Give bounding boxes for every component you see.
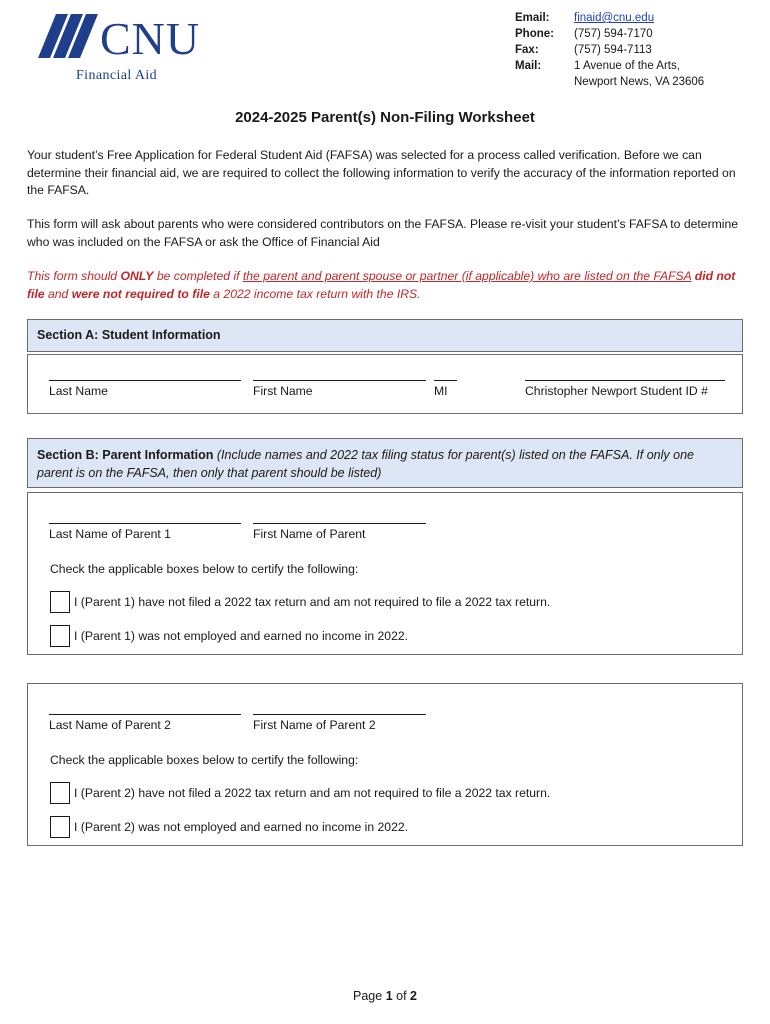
intro-paragraph-1: Your student’s Free Application for Federal Student Aid (FAFSA) was selected for a process called verification. Before we can determine their financial aid, we are required to collect the following information to verify the accuracy of the information reported on the FAFSA.: [27, 148, 736, 197]
cert-text: I (Parent 2) have not filed a 2022 tax return and am not required to file a 2022 tax return.: [74, 786, 551, 800]
field-label: Last Name of Parent 1: [49, 527, 171, 541]
logo-subtitle: Financial Aid: [76, 68, 158, 83]
parent2-no-return-checkbox[interactable]: [50, 782, 70, 804]
section-a-header: [27, 319, 743, 352]
parent2-no-income-checkbox[interactable]: [50, 816, 70, 838]
parent1-no-return-checkbox[interactable]: [50, 591, 70, 613]
field-label: First Name of Parent 2: [253, 718, 376, 732]
student-mi-field[interactable]: [434, 367, 457, 398]
student-mi-input[interactable]: [434, 367, 457, 381]
contact-email: [515, 10, 704, 26]
cert-text: I (Parent 1) have not filed a 2022 tax return and am not required to file a 2022 tax return.: [74, 595, 551, 609]
student-last-name-field[interactable]: [49, 367, 241, 398]
field-label: Last Name of Parent 2: [49, 718, 171, 732]
student-id-field[interactable]: [525, 367, 725, 398]
logo-wordmark: CNU: [100, 13, 201, 64]
warning-text: and: [44, 286, 72, 301]
section-b-heading: Section B: Parent Information: [37, 448, 214, 462]
field-label: First Name: [253, 384, 313, 398]
contact-label: Phone:: [515, 28, 554, 40]
email-link[interactable]: finaid@cnu.edu: [574, 12, 655, 24]
page-word: Page: [353, 989, 386, 1003]
contact-label: [515, 74, 574, 90]
parent2-instructions: Check the applicable boxes below to certify the following:: [50, 753, 359, 767]
contact-block: [515, 10, 704, 90]
parent-2-box: [27, 683, 743, 846]
parent2-first-name-field[interactable]: [253, 701, 426, 732]
student-last-name-input[interactable]: [49, 367, 241, 381]
page-total: 2: [410, 989, 417, 1003]
section-b-header: [27, 438, 743, 488]
parent2-last-name-input[interactable]: [49, 701, 241, 715]
cert-text: I (Parent 1) was not employed and earned no income in 2022.: [74, 629, 409, 643]
parent1-no-income-checkbox[interactable]: [50, 625, 70, 647]
intro-paragraph-2: This form will ask about parents who were considered contributors on the FAFSA. Please re-visit your student’s FAFSA to determine who was included on the FAFSA or ask the Office of Financial Aid: [27, 217, 739, 249]
section-a-title: Section A: Student Information: [37, 328, 221, 342]
parent1-last-name-input[interactable]: [49, 510, 241, 524]
warning-text: This form should: [27, 269, 121, 283]
warning-emphasis: were not required to file: [71, 286, 210, 301]
field-label: First Name of Parent: [253, 527, 366, 541]
parent2-cert-no-return[interactable]: [50, 782, 550, 804]
student-first-name-input[interactable]: [253, 367, 426, 381]
parent2-cert-no-income[interactable]: [50, 816, 408, 838]
cnu-logo: [38, 14, 218, 86]
page-number: [0, 989, 770, 1003]
warning-text: be completed if: [153, 269, 243, 283]
student-id-input[interactable]: [525, 367, 725, 381]
page-current: 1: [385, 989, 393, 1003]
warning-emphasis: ONLY: [120, 269, 154, 283]
field-label: MI: [434, 384, 448, 398]
warning-paragraph: [27, 268, 743, 303]
parent-1-box: [27, 492, 743, 655]
section-a-fields: [27, 354, 743, 414]
contact-phone: [515, 26, 704, 42]
student-first-name-field[interactable]: [253, 367, 426, 398]
contact-fax: [515, 42, 704, 58]
contact-value: (757) 594-7170: [574, 28, 653, 40]
parent1-instructions: Check the applicable boxes below to certify the following:: [50, 562, 359, 576]
contact-mail: [515, 58, 704, 74]
contact-value: (757) 594-7113: [574, 44, 652, 56]
warning-text: a 2022 income tax return with the IRS.: [209, 286, 421, 301]
contact-label: Mail:: [515, 60, 542, 72]
parent1-cert-no-income[interactable]: [50, 625, 408, 647]
section-b-title: [37, 446, 732, 482]
parent2-last-name-field[interactable]: [49, 701, 241, 732]
warning-emphasis: did not file: [27, 269, 736, 301]
section-b-note: (Include names and 2022 tax filing status for parent(s) listed on the FAFSA. If only one parent is on the FAFSA, then only that parent should be listed): [37, 448, 694, 480]
cert-text: I (Parent 2) was not employed and earned no income in 2022.: [74, 820, 409, 834]
contact-label: Email:: [515, 12, 550, 24]
page-title: 2024-2025 Parent(s) Non-Filing Worksheet: [235, 109, 535, 126]
warning-underline: the parent and parent spouse or partner (if applicable) who are listed on the FAFSA: [242, 269, 692, 283]
parent1-cert-no-return[interactable]: [50, 591, 550, 613]
contact-value: Newport News, VA 23606: [574, 76, 705, 88]
contact-label: Fax:: [515, 44, 539, 56]
parent2-first-name-input[interactable]: [253, 701, 426, 715]
parent1-first-name-field[interactable]: [253, 510, 426, 541]
field-label: Christopher Newport Student ID #: [525, 384, 708, 398]
contact-value: 1 Avenue of the Arts,: [574, 60, 680, 72]
contact-mail-line2: [515, 74, 704, 90]
logo-stripes-icon: [38, 14, 102, 62]
field-label: Last Name: [49, 384, 108, 398]
of-word: of: [392, 989, 411, 1003]
parent1-first-name-input[interactable]: [253, 510, 426, 524]
parent1-last-name-field[interactable]: [49, 510, 241, 541]
